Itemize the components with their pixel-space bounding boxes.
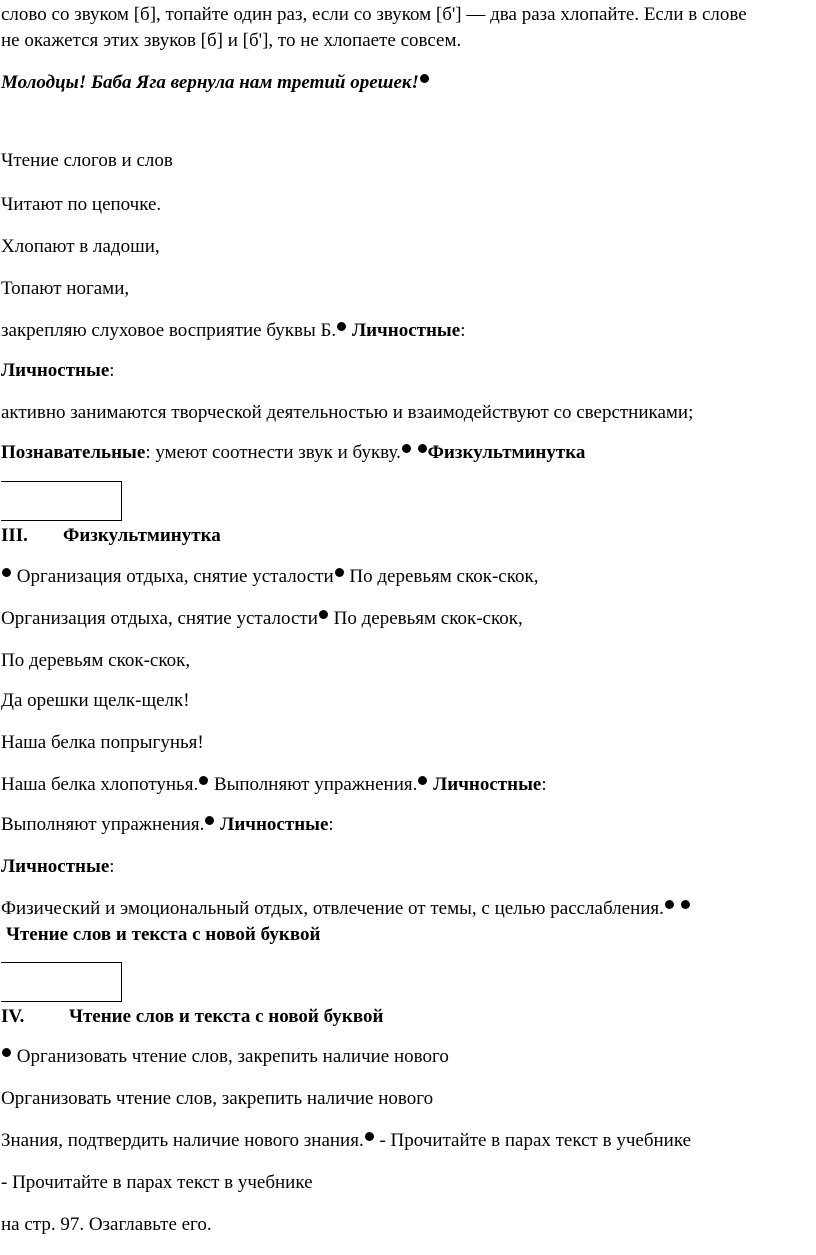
reading-line-7 <box>1 442 585 464</box>
personal-label: Личностные <box>351 320 461 341</box>
personal-label: Личностные <box>220 814 329 835</box>
section-3-line-9 <box>1 898 691 920</box>
reading-line-3: Топают ногами, <box>1 278 130 299</box>
intro-line-2: не окажется этих звуков [б] и [б'], то не хлопаете совсем. <box>1 30 462 51</box>
section-3-line-2-a: Организация отдыха, снятие усталости <box>1 608 318 629</box>
section-4-line-3-a: Знания, подтвердить наличие нового знания. <box>1 1130 364 1151</box>
section-3-line-1-b: По деревьям скок-скок, <box>349 566 539 587</box>
section-4-title: Чтение слов и текста с новой буквой <box>69 1006 384 1027</box>
personal-label: Личностные <box>433 774 542 795</box>
personal-label: Личностные <box>1 360 110 381</box>
praise-text: Молодцы! Баба Яга вернула нам третий орешек! <box>1 72 419 93</box>
bullet-icon <box>418 776 427 785</box>
section-4-line-5: на стр. 97. Озаглавьте его. <box>1 1214 212 1235</box>
bullet-icon <box>199 776 208 785</box>
cognitive-text: : умеют соотнести звук и букву. <box>145 442 401 463</box>
section-4-line-1-text: Организовать чтение слов, закрепить наличие нового <box>16 1046 449 1067</box>
section-3-line-1 <box>1 566 538 588</box>
colon: : <box>541 774 547 795</box>
bullet-icon <box>205 816 214 825</box>
bullet-icon <box>402 444 411 453</box>
cognitive-label: Познавательные <box>1 442 146 463</box>
reading-line-6: активно занимаются творческой деятельностью и взаимодействуют со сверстниками; <box>1 402 694 423</box>
section-4-line-3 <box>1 1130 691 1152</box>
bullet-icon <box>337 322 346 331</box>
bullet-icon <box>681 900 690 909</box>
section-4-line-3-b: - Прочитайте в парах текст в учебнике <box>379 1130 692 1151</box>
bullet-icon <box>365 1132 374 1141</box>
section-3-line-2 <box>1 608 523 630</box>
section-4-number: IV. <box>1 1006 25 1027</box>
poem-line-3: Наша белка попрыгунья! <box>1 732 204 753</box>
section-3-line-6-a: Наша белка хлопотунья. <box>1 774 199 795</box>
praise-line <box>1 72 430 94</box>
section-4-heading <box>1 1006 383 1028</box>
colon: : <box>109 360 115 381</box>
empty-cell-box <box>1 962 122 1002</box>
section-3-line-8 <box>1 856 115 878</box>
section-3-heading <box>1 525 221 547</box>
colon: : <box>460 320 466 341</box>
section-3-line-2-b: По деревьям скок-скок, <box>333 608 523 629</box>
personal-label: Личностные <box>1 856 110 877</box>
reading-line-4-text: закрепляю слуховое восприятие буквы Б. <box>1 320 337 341</box>
section-4-line-1 <box>1 1046 449 1068</box>
section-3-line-7 <box>1 814 334 836</box>
section-3-line-10: Чтение слов и текста с новой буквой <box>6 924 321 945</box>
reading-line-2: Хлопают в ладоши, <box>1 236 160 257</box>
reading-line-5 <box>1 360 115 382</box>
section-3-title: Физкультминутка <box>63 525 221 546</box>
poem-line-2: Да орешки щелк-щелк! <box>1 690 190 711</box>
section-3-line-7-a: Выполняют упражнения. <box>1 814 205 835</box>
empty-cell-box <box>1 481 122 521</box>
poem-line-1: По деревьям скок-скок, <box>1 650 191 671</box>
bullet-icon <box>2 1048 11 1057</box>
bullet-icon <box>420 74 429 83</box>
bullet-icon <box>418 444 427 453</box>
reading-line-1: Читают по цепочке. <box>1 194 162 215</box>
colon: : <box>109 856 115 877</box>
bullet-icon <box>319 610 328 619</box>
bullet-icon <box>665 900 674 909</box>
section-3-number: III. <box>1 525 28 546</box>
section-3-line-6-b: Выполняют упражнения. <box>213 774 418 795</box>
reading-line-4 <box>1 320 465 342</box>
reading-title: Чтение слогов и слов <box>1 150 173 171</box>
section-3-line-6 <box>1 774 547 796</box>
colon: : <box>328 814 334 835</box>
physical-break-label: Физкультминутка <box>427 442 586 463</box>
section-4-line-2: Организовать чтение слов, закрепить наличие нового <box>1 1088 434 1109</box>
bullet-icon <box>2 568 11 577</box>
bullet-icon <box>335 568 344 577</box>
section-4-line-4: - Прочитайте в парах текст в учебнике <box>1 1172 313 1193</box>
intro-line-1: слово со звуком [б], топайте один раз, если со звуком [б'] — два раза хлопайте. Если в слове <box>1 4 747 25</box>
section-3-line-9-text: Физический и эмоциональный отдых, отвлечение от темы, с целью расслабления. <box>1 898 664 919</box>
section-3-line-1-a: Организация отдыха, снятие усталости <box>16 566 334 587</box>
